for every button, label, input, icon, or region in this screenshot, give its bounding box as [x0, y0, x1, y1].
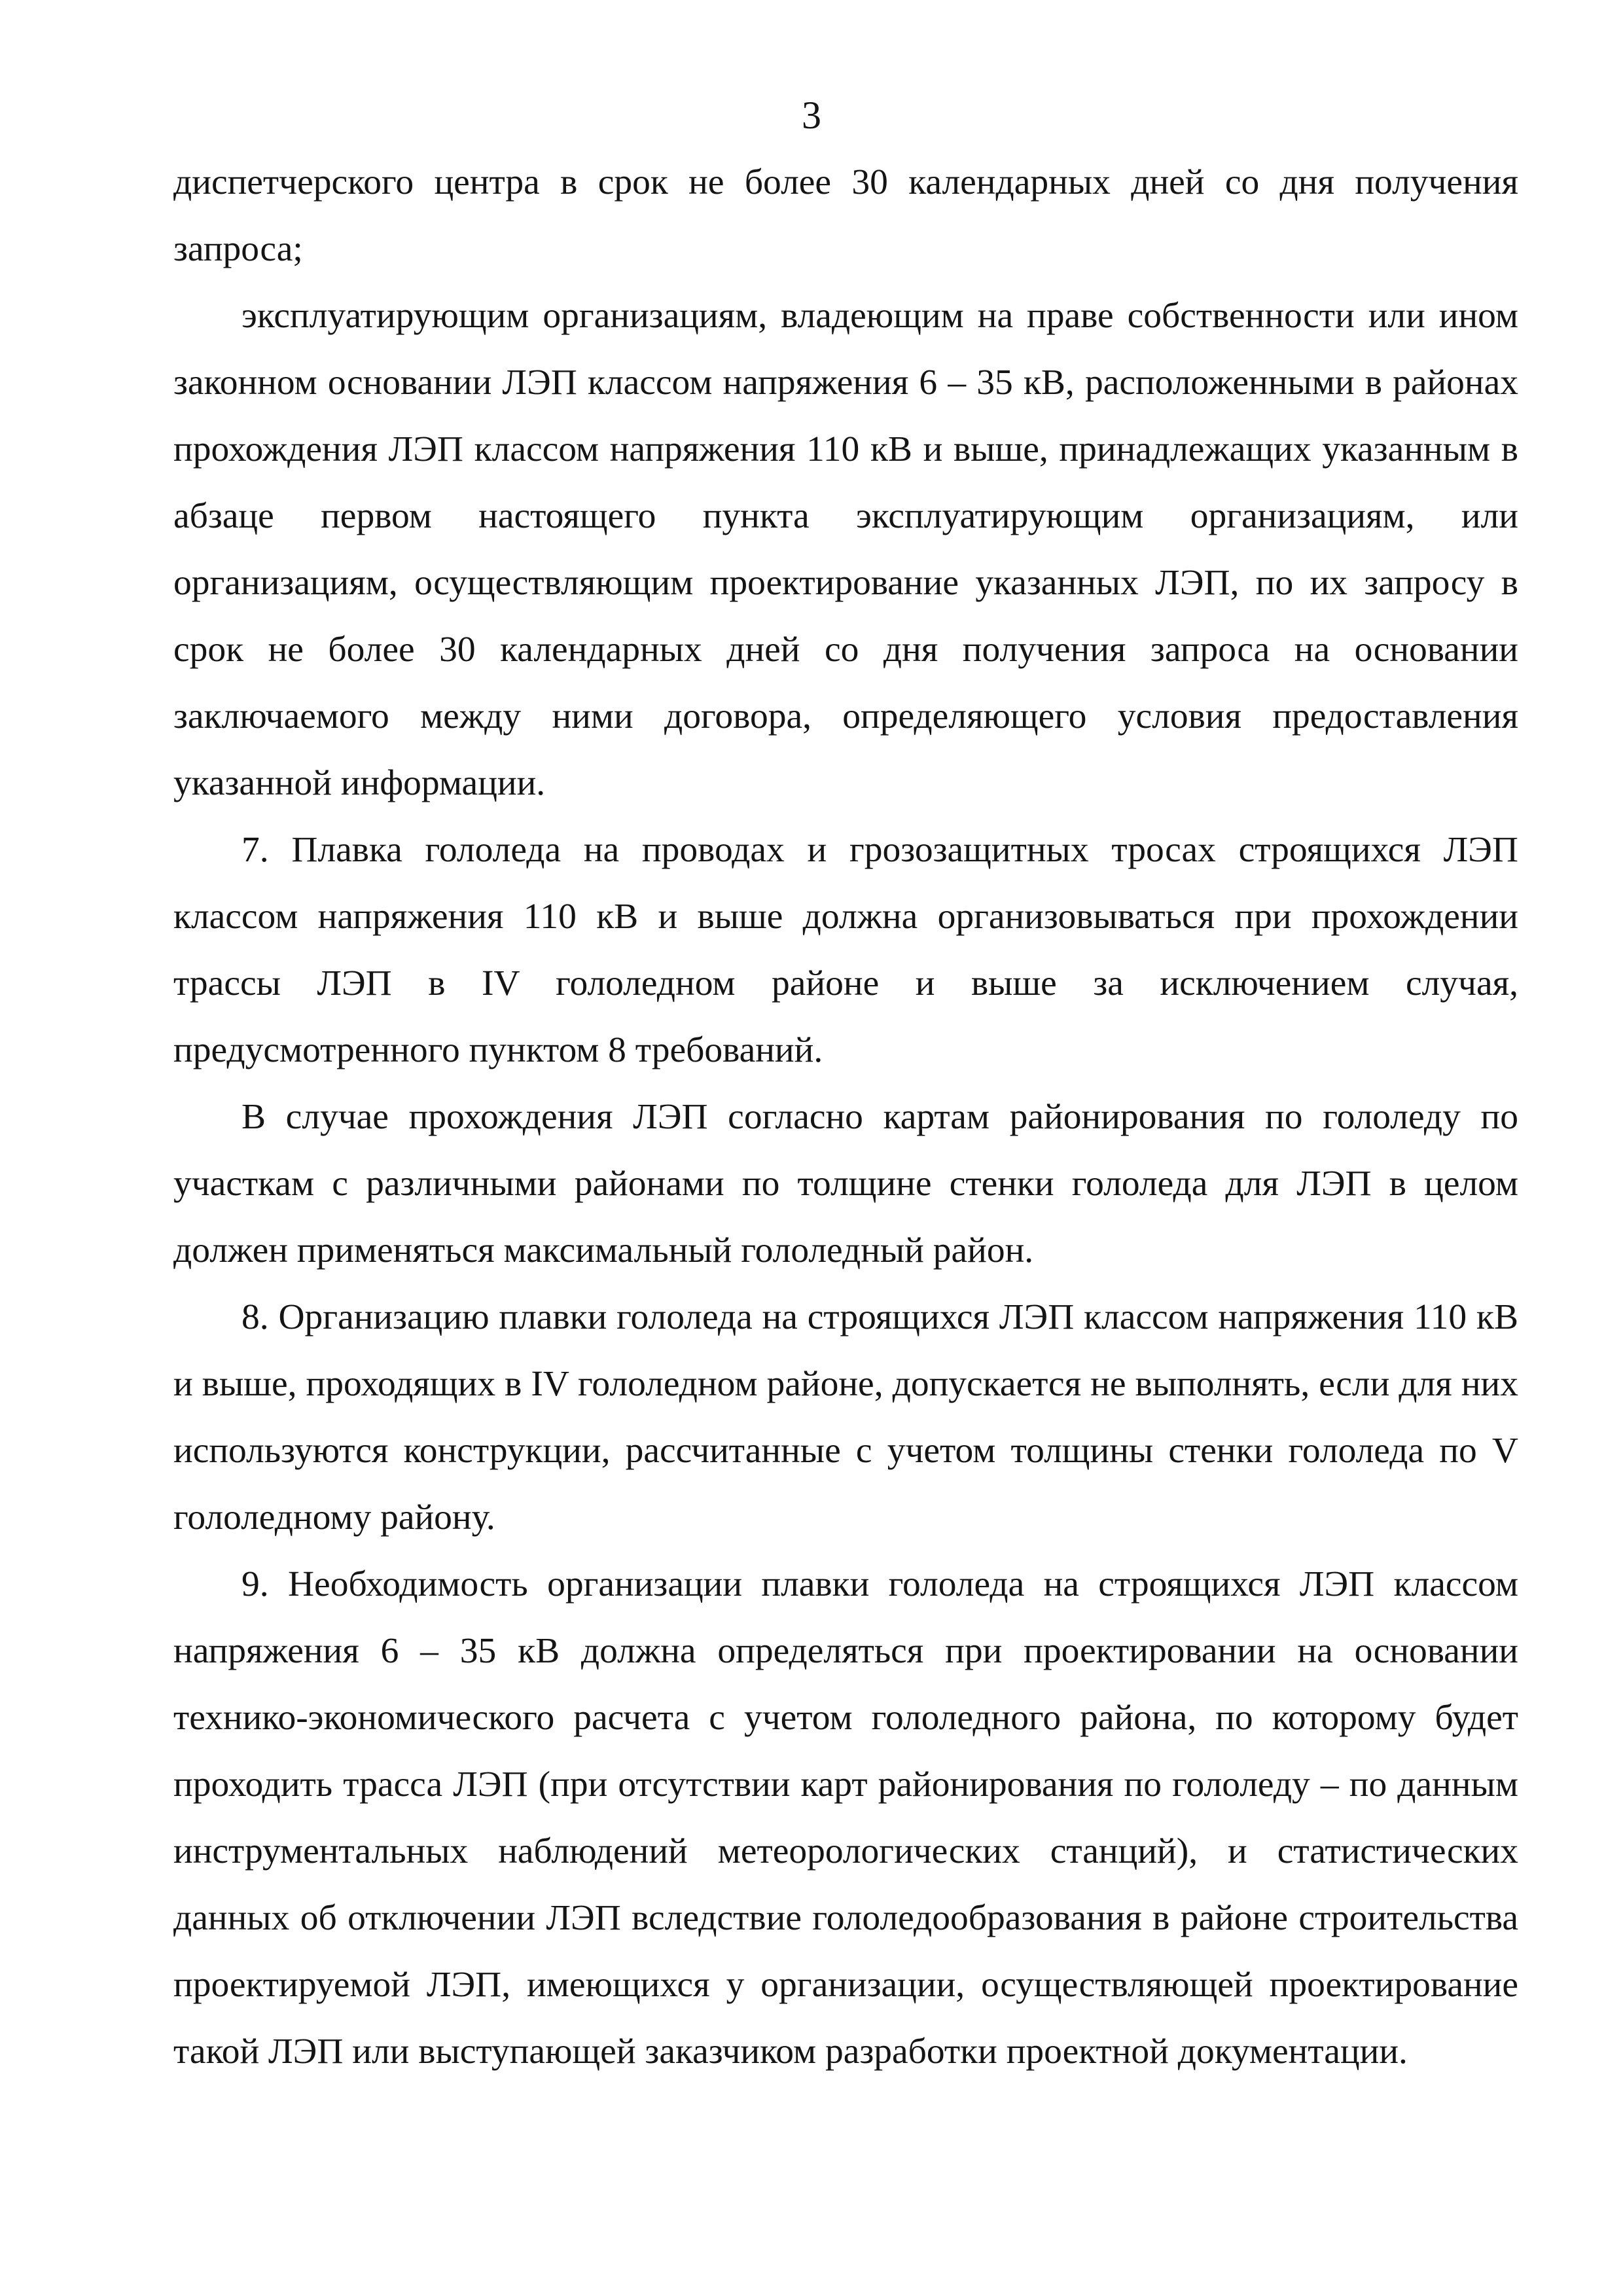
- paragraph-item-9: 9. Необходимость организации плавки гололеда на строящихся ЛЭП классом напряжения 6 – 35 кВ должна определяться при проектировании на основании технико-экономического расчета с учетом гололедного района, по которому будет проходить трасса ЛЭП (при отсутствии карт районирования по гололеду – по данным инструментальных наблюдений метеорологических станций), и статистических данных об отключении ЛЭП вследствие гололедообразования в районе строительства проектируемой ЛЭП, имеющихся у организации, осуществляющей проектирование такой ЛЭП или выступающей заказчиком разработки проектной документации.: [173, 1564, 1518, 2072]
- paragraph-operating-organizations: эксплуатирующим организациям, владеющим на праве собственности или ином законном основании ЛЭП классом напряжения 6 – 35 кВ, расположенными в районах прохождения ЛЭП классом напряжения 110 кВ и выше, принадлежащих указанным в абзаце первом настоящего пункта эксплуатирующим организациям, или организациям, осуществляющим проектирование указанных ЛЭП, по их запросу в срок не более 30 календарных дней со дня получения запроса на основании заключаемого между ними договора, определяющего условия предоставления указанной информации.: [173, 296, 1518, 803]
- paragraph-continuation: диспетчерского центра в срок не более 30 календарных дней со дня получения запроса;: [173, 162, 1518, 269]
- paragraph-item-8: 8. Организацию плавки гололеда на строящихся ЛЭП классом напряжения 110 кВ и выше, проходящих в IV гололедном районе, допускается не выполнять, если для них используются конструкции, рассчитанные с учетом толщины стенки гололеда по V гололедному району.: [173, 1297, 1518, 1537]
- paragraph-max-ice-region: В случае прохождения ЛЭП согласно картам районирования по гололеду по участкам с различными районами по толщине стенки гололеда для ЛЭП в целом должен применяться максимальный гололедный район.: [173, 1097, 1518, 1270]
- page-number: 3: [802, 94, 821, 137]
- paragraph-item-7: 7. Плавка гололеда на проводах и грозозащитных тросах строящихся ЛЭП классом напряжения 110 кВ и выше должна организовываться при прохождении трассы ЛЭП в IV гололедном районе и выше за исключением случая, предусмотренного пунктом 8 требований.: [173, 830, 1518, 1070]
- document-body: [173, 149, 1518, 2085]
